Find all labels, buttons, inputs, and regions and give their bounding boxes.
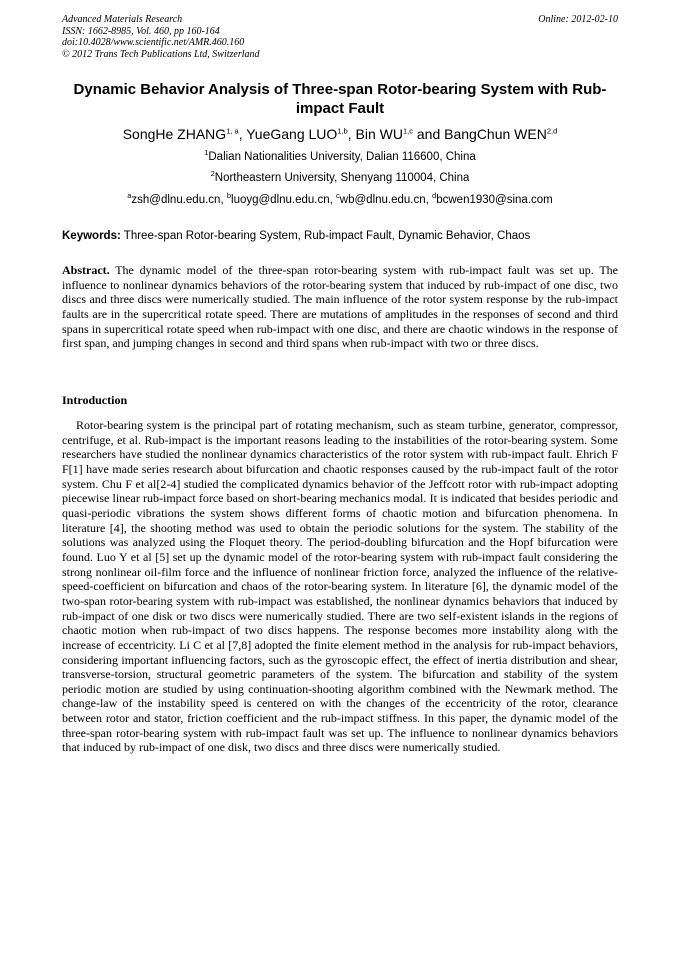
email-marker: b — [226, 191, 232, 201]
email-marker: a — [127, 191, 132, 201]
doi-line: doi:10.4028/www.scientific.net/AMR.460.160 — [62, 37, 245, 48]
email-list — [62, 193, 618, 207]
affiliation-text: Northeastern University, Shenyang 110004, China — [214, 172, 470, 184]
author-marker: 1, a — [226, 126, 239, 136]
paper-title: Dynamic Behavior Analysis of Three-span Rotor-bearing System with Rub-impact Fault — [73, 81, 607, 117]
abstract-paragraph — [62, 263, 618, 351]
author-name: BangChun WEN — [444, 126, 547, 142]
author-marker: 1,b — [337, 126, 348, 136]
author-name: SongHe ZHANG — [122, 126, 227, 142]
email-marker: c — [336, 191, 340, 201]
issn-line: ISSN: 1662-8985, Vol. 460, pp 160-164 — [62, 25, 220, 37]
copyright-line: © 2012 Trans Tech Publications Ltd, Switzerland — [62, 48, 260, 60]
affiliation-text: Dalian Nationalities University, Dalian 116600, China — [208, 151, 476, 163]
author-marker: 2,d — [546, 126, 558, 136]
keywords-text: Three-span Rotor-bearing System, Rub-impact Fault, Dynamic Behavior, Chaos — [123, 230, 531, 242]
keywords — [62, 229, 618, 243]
email-address: zsh@dlnu.edu.cn, — [131, 194, 224, 206]
author-name: Bin WU — [355, 126, 403, 142]
affiliation-marker: 2 — [210, 169, 215, 179]
author-conjunction: and — [416, 126, 441, 142]
author-name: YueGang LUO — [246, 126, 338, 142]
running-header — [62, 14, 618, 60]
email-address: bcwen1930@sina.com — [436, 194, 553, 206]
section-heading-introduction: Introduction — [62, 393, 128, 407]
email-address: luoyg@dlnu.edu.cn, — [231, 194, 333, 206]
abstract-text: The dynamic model of the three-span rotor-bearing system with rub-impact fault was set up. The influence to nonlinear dynamics behaviors of the rotor-bearing system that induced by rub-impact of one disc, two discs and three discs were numerically studied. The main influence of the rotor system response by the rub-impact faults are in the supercritical rotate speed. There are mutations of amplitudes in the responses of second and third spans in supercritical rotate speed when rub-impact with one disc, and there are chaotic windows in the response of first span, and jumping changes in second and third spans when rub-impact with two or three discs. — [62, 263, 618, 351]
abstract-label: Abstract. — [62, 263, 110, 277]
online-date: Online: 2012-02-10 — [538, 14, 618, 25]
affiliation-1 — [62, 150, 618, 164]
introduction-paragraph: Rotor-bearing system is the principal part of rotating mechanism, such as steam turbine, generator, compressor, centrifuge, et al. Rub-impact is the important reasons leading to the instabilities of the rotor-bearing system. Some researchers have studied the nonlinear dynamics characteristics of the rotor system with rub-impact fault. Ehrich F F[1] have made series research about bifurcation and chaotic responses caused by the rub-impact fault of the rotor system. Chu F et al[2-4] studied the complicated dynamics behavior of the Jeffcott rotor with rub-impact adopting piecewise linear rub-impact force based on short-bearing mechanics modal. It is indicated that besides periodic and quasi-periodic vibrations the system shows different forms of chaotic motion and bifurcation phenomena. In literature [4], the shooting method was used to obtain the periodic solutions for the system. The stability of the solutions was analyzed using the Floquet theory. The period-doubling bifurcation and the Hopf bifurcation were found. Luo Y et al [5] set up the dynamic model of the rotor-bearing system with rub-impact fault considering the strong nonlinear oil-film force and the influence of nonlinear friction force, analyzed the influence of the relative-speed-coefficient on bifurcation and chaos of the rotor-bearing system. In literature [6], the dynamic model of the two-span rotor-bearing system with rub-impact was established, the nonlinear dynamics behaviors that induced by rub-impact of one disk or two discs were numerically studied. There are two self-existent islands in the regions of chaotic motion when rub-impact of two discs happens. The response becomes more instability along with the increase of eccentricity. Li C et al [7,8] adopted the finite element method in the analysis for rub-impact behaviors, considering important influencing factors, such as the gyroscopic effect, the effect of inertia distribution and shear, transverse-torsion, structural geometric parameters of the system. The bifurcation and stability of the system periodic motion are studied by using continuation-shooting algorithm combined with the Newmark method. The change-law of the instability speed is centered on with the changes of the eccentricity of the rotor, clearance between rotor and stator, friction coefficient and the rub-impact stiffness. In this paper, the dynamic model of the three-span rotor-bearing system with rub-impact fault was set up. The influence to nonlinear dynamics behaviors that induced by rub-impact of one disk, two discs and three discs were numerically studied. — [62, 418, 618, 755]
email-marker: d — [432, 191, 437, 201]
journal-name: Advanced Materials Research — [62, 14, 183, 25]
author-list: SongHe ZHANG$^{1, a}$, YueGang LUO$^{1,b}$, Bin WU$^{1,c}$ and BangChun WEN$^{2,d}$ — [122, 126, 558, 142]
email-address: wb@dlnu.edu.cn, — [339, 194, 429, 206]
affiliation-2 — [62, 171, 618, 185]
affiliation-marker: 1 — [204, 148, 209, 158]
author-marker: 1,c — [402, 126, 413, 136]
keywords-label: Keywords: — [62, 230, 121, 242]
